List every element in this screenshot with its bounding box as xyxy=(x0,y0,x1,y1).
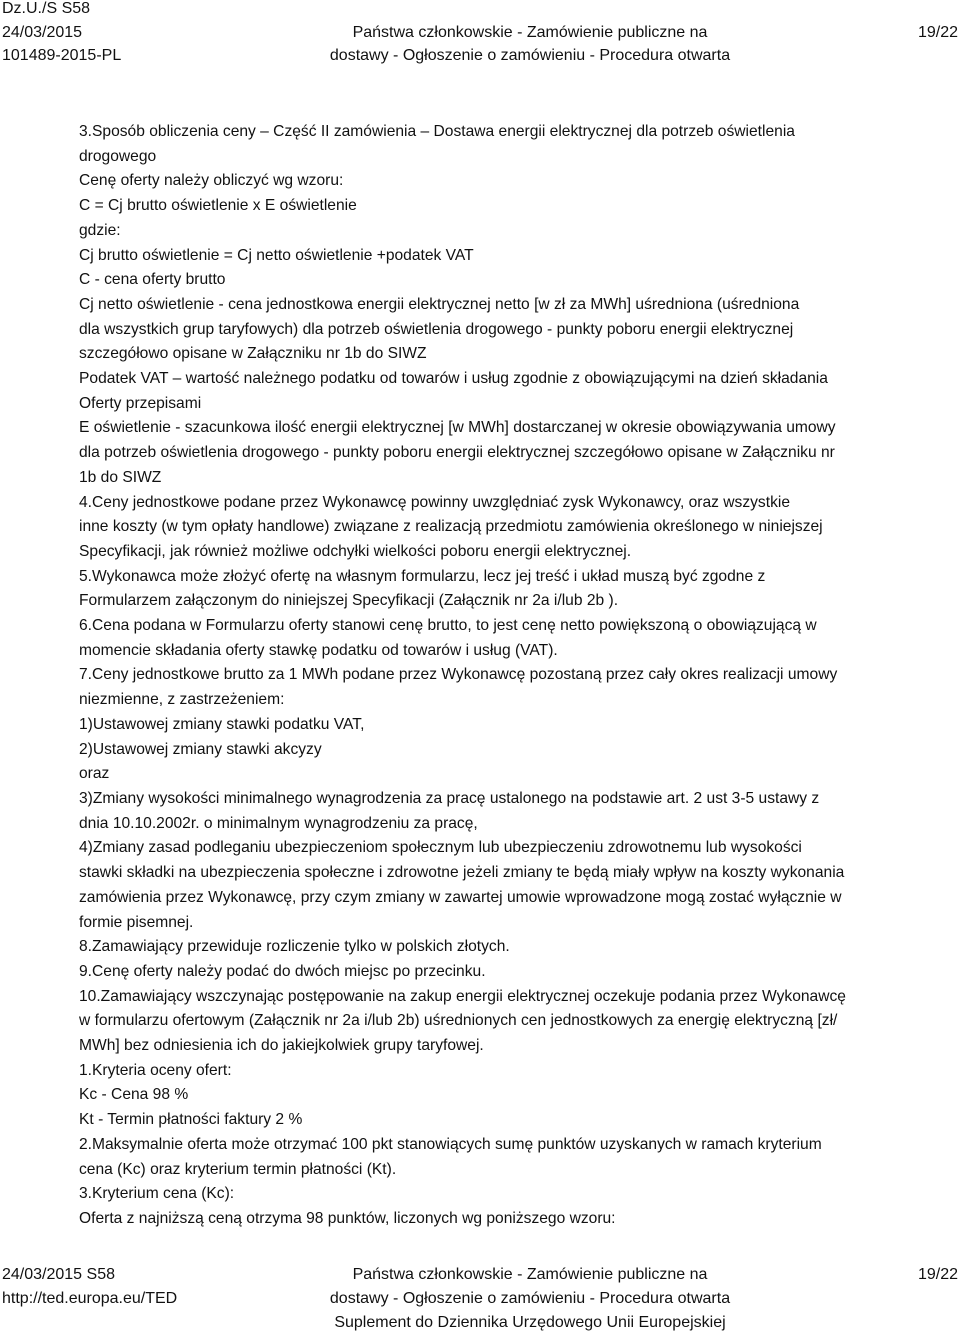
text-line: stawki składki na ubezpieczenia społeczne i zdrowotne jeżeli zmiany te będą miały wpływ na koszty wykonania xyxy=(79,864,845,882)
text-line: Kt - Termin płatności faktury 2 % xyxy=(79,1111,303,1129)
text-line: w formularzu ofertowym (Załącznik nr 2a i/lub 2b) uśrednionych cen jednostkowych za energię elektryczną [zł/ xyxy=(79,1012,838,1030)
text-line: oraz xyxy=(79,765,110,783)
text-line: 1b do SIWZ xyxy=(79,468,162,486)
header-date: 24/03/2015 xyxy=(2,24,83,41)
text-line: Specyfikacji, jak również możliwe odchyłki wielkości poboru energii elektrycznej. xyxy=(79,542,632,560)
text-line: 9.Cenę oferty należy podać do dwóch miejsc po przecinku. xyxy=(79,962,486,980)
footer-supplement: Suplement do Dziennika Urzędowego Unii Europejskiej xyxy=(334,1314,726,1331)
page-footer xyxy=(0,1264,960,1334)
text-line: cena (Kc) oraz kryterium termin płatności (Kt). xyxy=(79,1160,397,1178)
header-page-number: 19/22 xyxy=(917,24,958,41)
footer-url: http://ted.europa.eu/TED xyxy=(2,1290,178,1307)
text-line: momencie składania oferty stawkę podatku od towarów i usług (VAT). xyxy=(79,641,558,659)
text-line: 4)Zmiany zasad podleganiu ubezpieczeniom społecznym lub ubezpieczeniu zdrowotnemu lub wysokości xyxy=(79,839,802,857)
text-line: Podatek VAT – wartość należnego podatku od towarów i usług zgodnie z obowiązującymi na dzień składania xyxy=(79,370,828,388)
text-line: dnia 10.10.2002r. o minimalnym wynagrodzeniu za pracę, xyxy=(79,814,478,832)
text-line: C = Cj brutto oświetlenie x E oświetlenie xyxy=(79,197,357,215)
text-line: Cj netto oświetlenie - cena jednostkowa energii elektrycznej netto [w zł za MWh] uśredniona (uśredniona xyxy=(79,295,800,313)
text-line: E oświetlenie - szacunkowa ilość energii elektrycznej [w MWh] dostarczanej w okresie obowiązywania umowy xyxy=(79,419,836,437)
page-header xyxy=(0,0,960,64)
text-line: 7.Ceny jednostkowe brutto za 1 MWh podane przez Wykonawcę pozostaną przez cały okres realizacji umowy xyxy=(79,666,838,684)
text-line: 4.Ceny jednostkowe podane przez Wykonawcę powinny uwzględniać zysk Wykonawcy, oraz wszystkie xyxy=(79,493,790,511)
text-line: 3.Kryterium cena (Kc): xyxy=(79,1185,235,1203)
document-body xyxy=(79,120,944,1232)
footer-page-number: 19/22 xyxy=(917,1266,958,1283)
text-line: gdzie: xyxy=(79,221,121,239)
text-line: Formularzem załączonym do niniejszej Specyfikacji (Załącznik nr 2a i/lub 2b ). xyxy=(79,592,619,610)
text-line: szczegółowo opisane w Załączniku nr 1b do SIWZ xyxy=(79,345,427,363)
text-line: 6.Cena podana w Formularzu oferty stanowi cenę brutto, to jest cenę netto powiększoną o obowiązującą w xyxy=(79,617,817,635)
text-line: dla wszystkich grup taryfowych) dla potrzeb oświetlenia drogowego - punkty poboru energii elektrycznej xyxy=(79,320,794,338)
text-line: MWh] bez odniesienia ich do jakiejkolwiek grupy taryfowej. xyxy=(79,1037,484,1055)
text-line: Cj brutto oświetlenie = Cj netto oświetlenie +podatek VAT xyxy=(79,246,474,264)
header-title-line-1: Państwa członkowskie - Zamówienie publiczne na xyxy=(352,24,708,41)
footer-title-line-1: Państwa członkowskie - Zamówienie publiczne na xyxy=(352,1266,708,1283)
text-line: 3)Zmiany wysokości minimalnego wynagrodzenia za pracę ustalonego na podstawie art. 2 ust 3-5 ustawy z xyxy=(79,789,820,807)
text-line: 1.Kryteria oceny ofert: xyxy=(79,1061,232,1079)
text-line: C - cena oferty brutto xyxy=(79,271,226,289)
text-line: 10.Zamawiający wszczynając postępowanie na zakup energii elektrycznej oczekuje podania przez Wykonawcę xyxy=(79,987,846,1005)
text-line: 2.Maksymalnie oferta może otrzymać 100 pkt stanowiących sumę punktów uzyskanych w ramach kryterium xyxy=(79,1135,822,1153)
text-line: zamówienia przez Wykonawcę, przy czym zmiany w zawartej umowie wprowadzone mogą zostać wyłącznie w xyxy=(79,888,842,906)
text-line: formie pisemnej. xyxy=(79,913,194,931)
text-line: 2)Ustawowej zmiany stawki akcyzy xyxy=(79,740,322,758)
text-line: 5.Wykonawca może złożyć ofertę na własnym formularzu, lecz jej treść i układ muszą być zgodne z xyxy=(79,567,766,585)
text-line: 8.Zamawiający przewiduje rozliczenie tylko w polskich złotych. xyxy=(79,938,510,956)
journal-id: Dz.U./S S58 xyxy=(2,0,91,17)
text-line: 1)Ustawowej zmiany stawki podatku VAT, xyxy=(79,715,365,733)
text-line: inne koszty (w tym opłaty handlowe) związane z realizacją przedmiotu zamówienia określonego w niniejszej xyxy=(79,518,823,536)
text-line: Oferta z najniższą ceną otrzyma 98 punktów, liczonych wg poniższego wzoru: xyxy=(79,1209,616,1227)
text-line: drogowego xyxy=(79,147,157,165)
header-title-line-2: dostawy - Ogłoszenie o zamówieniu - Procedura otwarta xyxy=(329,47,731,64)
text-line: Kc - Cena 98 % xyxy=(79,1086,189,1104)
notice-id: 101489-2015-PL xyxy=(2,47,122,64)
text-line: niezmienne, z zastrzeżeniem: xyxy=(79,691,285,709)
footer-title-line-2: dostawy - Ogłoszenie o zamówieniu - Procedura otwarta xyxy=(329,1290,731,1307)
text-line: dla potrzeb oświetlenia drogowego - punkty poboru energii elektrycznej szczegółowo opisane w Załączniku nr xyxy=(79,444,835,462)
text-line: 3.Sposób obliczenia ceny – Część II zamówienia – Dostawa energii elektrycznej dla potrzeb oświetlenia xyxy=(79,123,795,140)
text-line: Cenę oferty należy obliczyć wg wzoru: xyxy=(79,172,344,190)
text-line: Oferty przepisami xyxy=(79,394,202,412)
footer-date: 24/03/2015 S58 xyxy=(2,1266,115,1283)
